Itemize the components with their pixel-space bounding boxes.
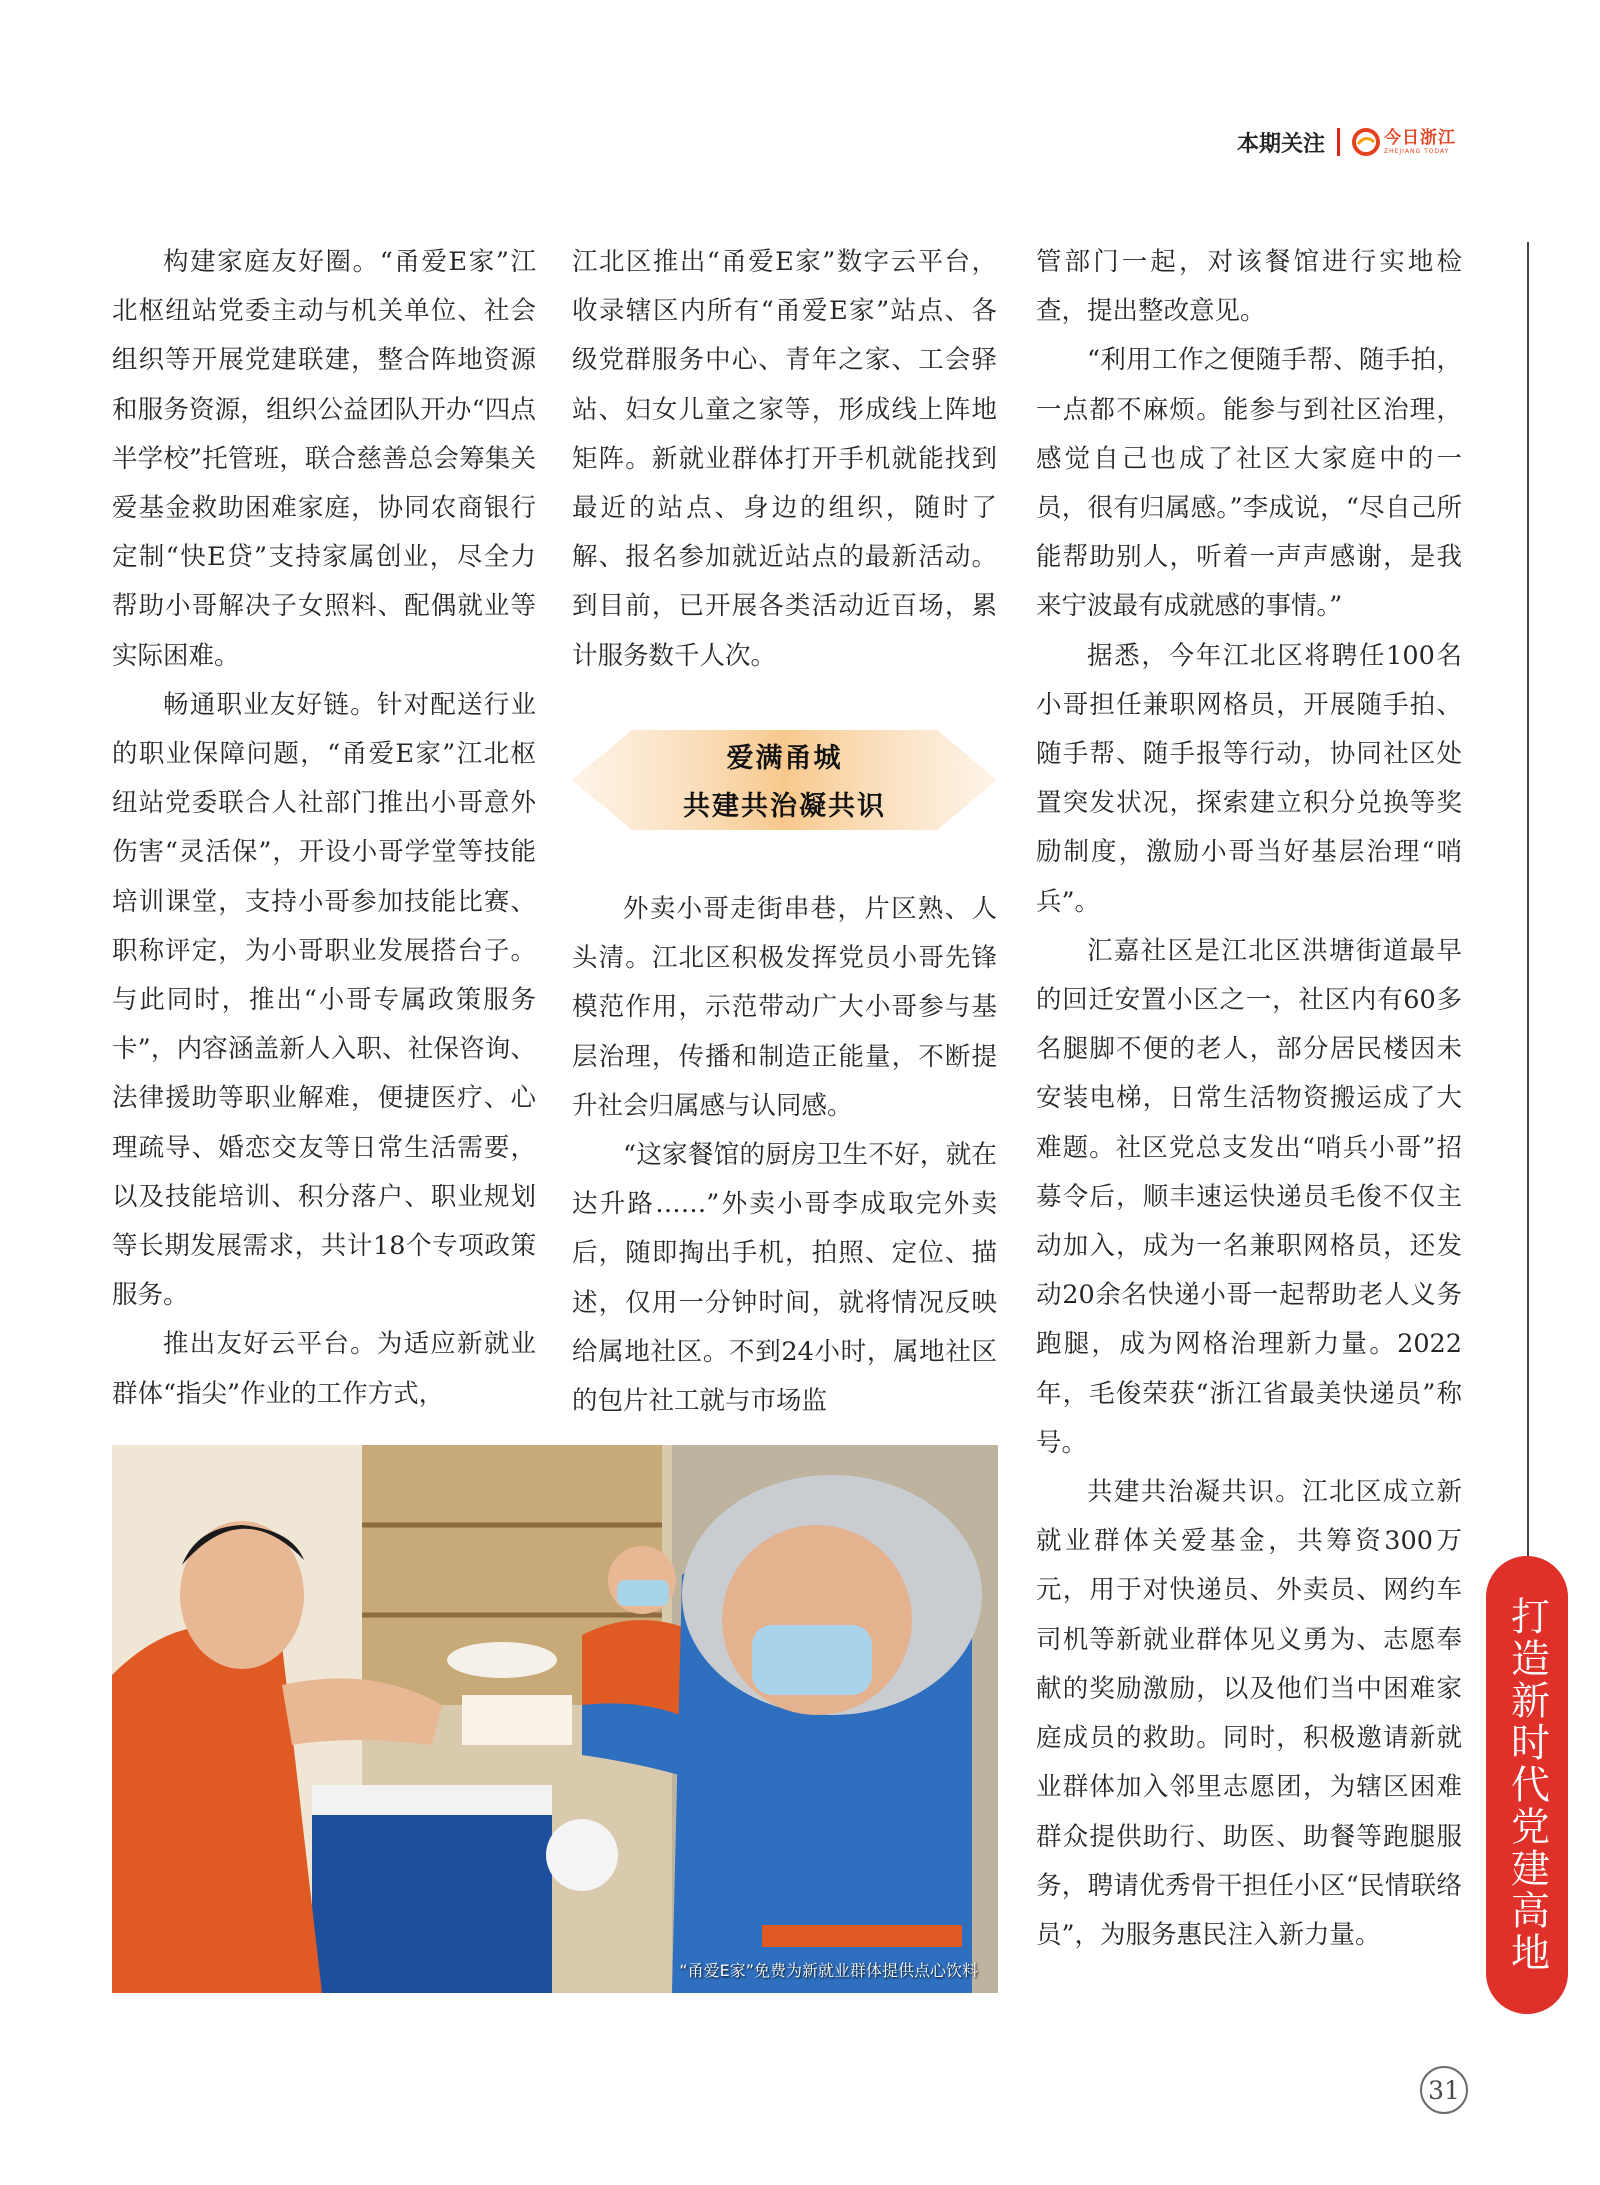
article-column-2 [572, 238, 997, 681]
section-title: 本期关注 [1236, 131, 1325, 157]
paragraph: “利用工作之便随手帮、随手拍，一点都不麻烦。能参与到社区治理，感觉自己也成了社区大家庭中的一员，很有归属感。”李成说，“尽自己所能帮助别人，听着一声声感谢，是我来宁波最有成就感的事情。” [1036, 345, 1462, 622]
paragraph: 管部门一起，对该餐馆进行实地检查，提出整改意见。 [1036, 247, 1462, 327]
section-banner [572, 726, 997, 834]
magazine-logo [1352, 128, 1456, 156]
logo-text: 今日浙江 [1384, 127, 1456, 148]
paragraph: 汇嘉社区是江北区洪塘街道最早的回迁安置小区之一，社区内有60多名腿脚不便的老人，部分居民楼因未安装电梯，日常生活物资搬运成了大难题。社区党总支发出“哨兵小哥”招募令后，顺丰速运快递员毛俊不仅主动加入，成为一名兼职网格员，还发动20余名快递小哥一起帮助老人义务跑腿，成为网格治理新力量。2022年，毛俊荣获“浙江省最美快递员”称号。 [1036, 935, 1462, 1458]
paragraph: 外卖小哥走街串巷，片区熟、人头清。江北区积极发挥党员小哥先锋模范作用，示范带动广大小哥参与基层治理，传播和制造正能量，不断提升社会归属感与认同感。 [572, 894, 997, 1121]
page-number: 31 [1420, 2066, 1468, 2114]
page-header [1237, 122, 1456, 162]
column-side-tab [1486, 1556, 1568, 2014]
photo-caption: “甬爱E家”免费为新就业群体提供点心饮料 [679, 1961, 978, 1980]
banner-title-line-1: 爱满甬城 [726, 743, 843, 774]
paragraph: 据悉，今年江北区将聘任100名小哥担任兼职网格员，开展随手拍、随手帮、随手报等行动，协同社区处置突发状况，探索建立积分兑换等奖励制度，激励小哥当好基层治理“哨兵”。 [1036, 640, 1462, 917]
paragraph: 共建共治凝共识。江北区成立新就业群体关爱基金，共筹资300万元，用于对快递员、外卖员、网约车司机等新就业群体见义勇为、志愿奉献的奖励激励，以及他们当中困难家庭成员的救助。同时，积极邀请新就业群体加入邻里志愿团，为辖区困难群众提供助行、助医、助餐等跑腿服务，聘请优秀骨干担任小区“民情联络员”，为服务惠民注入新力量。 [1036, 1477, 1462, 1950]
logo-subtext: ZHEJIANG TODAY [1384, 147, 1450, 155]
header-divider [1337, 128, 1340, 156]
side-tab-label: 打造新时代党建高地 [1504, 1596, 1550, 1974]
banner-title-line-2: 共建共治凝共识 [683, 791, 886, 822]
paragraph: “这家餐馆的厨房卫生不好，就在达升路……”外卖小哥李成取完外卖后，随即掏出手机，拍照、定位、描述，仅用一分钟时间，就将情况反映给属地社区。不到24小时，属地社区的包片社工就与市场监 [572, 1140, 997, 1417]
paragraph: 江北区推出“甬爱E家”数字云平台，收录辖区内所有“甬爱E家”站点、各级党群服务中心、青年之家、工会驿站、妇女儿童之家等，形成线上阵地矩阵。新就业群体打开手机就能找到最近的站点、身边的组织，随时了解、报名参加就近站点的最新活动。到目前，已开展各类活动近百场，累计服务数千人次。 [572, 247, 997, 671]
photo-illustration [112, 1445, 998, 1993]
paragraph: 构建家庭友好圈。“甬爱E家”江北枢纽站党委主动与机关单位、社会组织等开展党建联建，整合阵地资源和服务资源，组织公益团队开办“四点半学校”托管班，联合慈善总会筹集关爱基金救助困难家庭，协同农商银行定制“快E贷”支持家属创业，尽全力帮助小哥解决子女照料、配偶就业等实际困难。 [112, 247, 536, 671]
article-column-3 [1036, 238, 1462, 1960]
logo-swirl-icon [1352, 128, 1380, 156]
paragraph: 畅通职业友好链。针对配送行业的职业保障问题，“甬爱E家”江北枢纽站党委联合人社部门推出小哥意外伤害“灵活保”，开设小哥学堂等技能培训课堂，支持小哥参加技能比赛、职称评定，为小哥职业发展搭台子。与此同时，推出“小哥专属政策服务卡”，内容涵盖新人入职、社保咨询、法律援助等职业解难，便捷医疗、心理疏导、婚恋交友等日常生活需要，以及技能培训、积分落户、职业规划等长期发展需求，共计18个专项政策服务。 [112, 689, 536, 1311]
article-column-2-lower [572, 885, 997, 1426]
paragraph: 推出友好云平台。为适应新就业群体“指尖”作业的工作方式， [112, 1329, 536, 1409]
article-photo [112, 1445, 998, 1993]
article-column-1 [112, 238, 536, 1419]
